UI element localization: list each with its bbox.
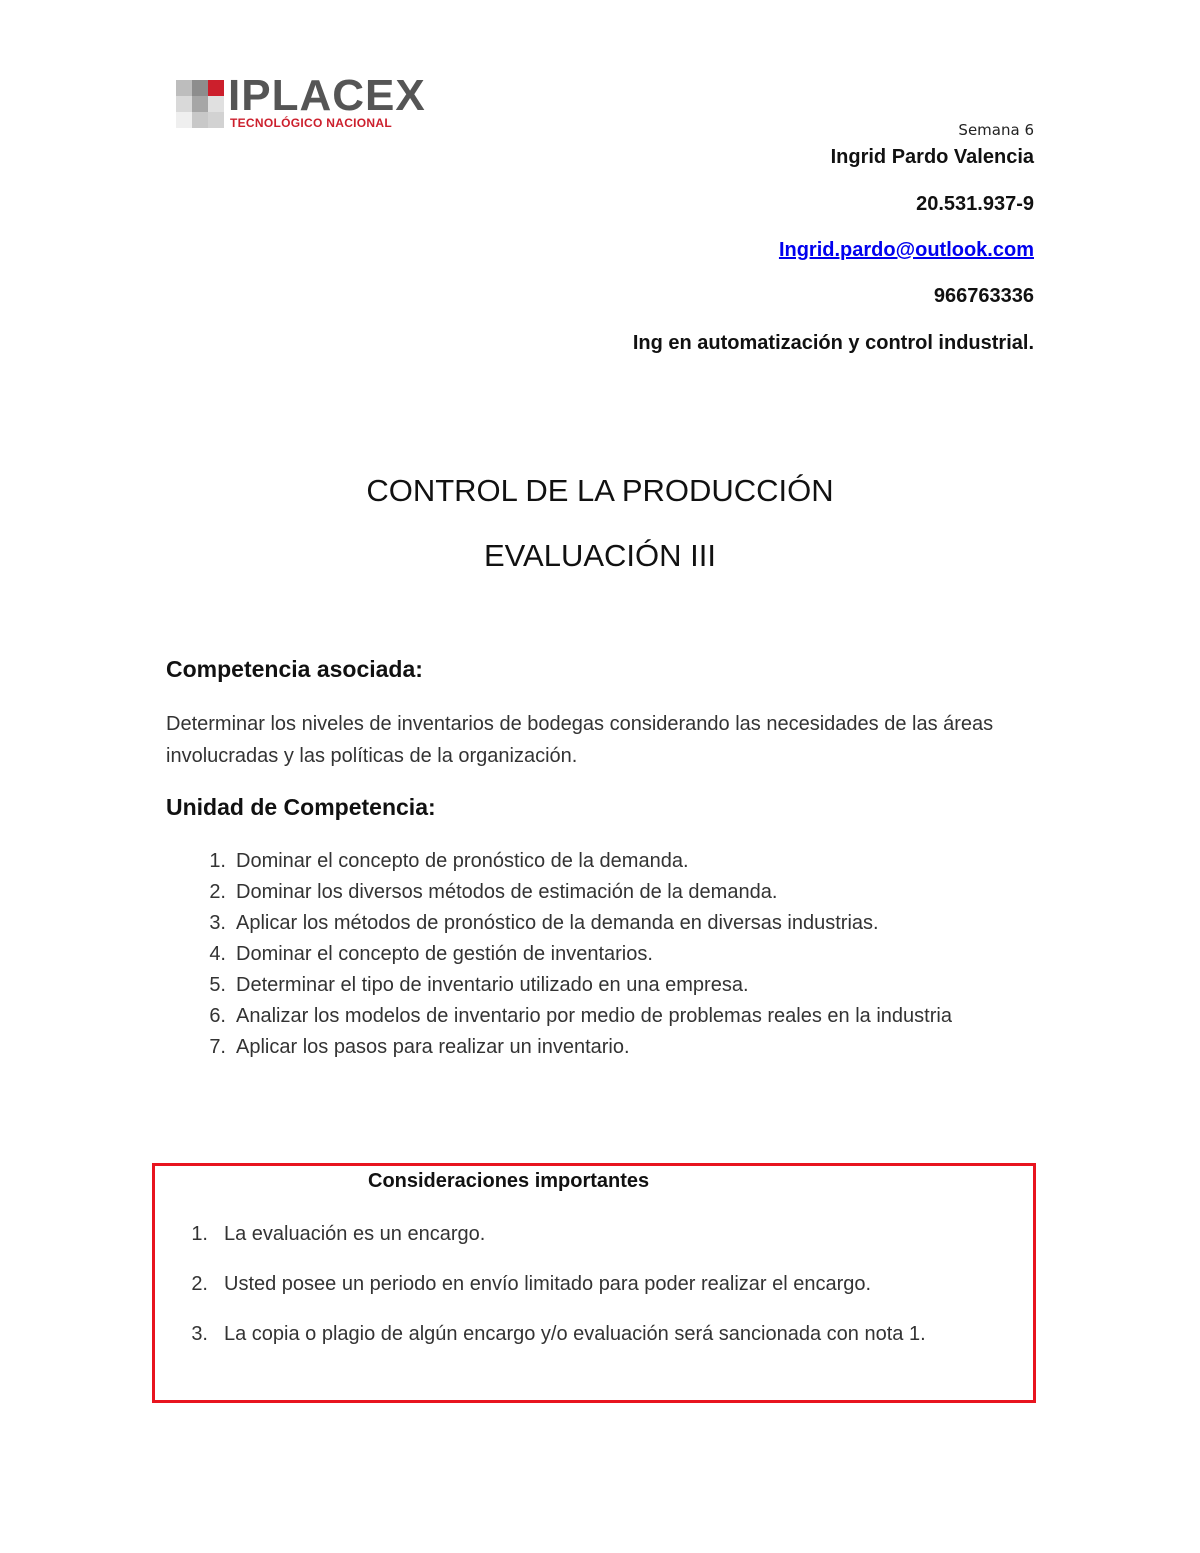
logo-wordmark: IPLACEX — [228, 71, 426, 120]
unidad-list — [196, 846, 1026, 1063]
unidad-heading: Unidad de Competencia: — [166, 794, 436, 820]
student-name: Ingrid Pardo Valencia — [830, 146, 1034, 168]
consideraciones-list — [184, 1218, 1026, 1368]
competencia-text: Determinar los niveles de inventarios de bodegas considerando las necesidades de las áreas involucradas y las políticas de la organización. — [166, 713, 994, 767]
logo-subtitle: TECNOLÓGICO NACIONAL — [230, 116, 392, 130]
student-career: Ing en automatización y control industrial. — [632, 332, 1034, 354]
student-rut: 20.531.937-9 — [916, 193, 1034, 215]
logo-mosaic-icon — [176, 80, 224, 128]
list-item: 3. La copia o plagio de algún encargo y/o evaluación será sancionada con nota 1. — [191, 1323, 926, 1345]
competencia-heading: Competencia asociada: — [166, 656, 423, 682]
student-phone: 966763336 — [933, 285, 1034, 307]
list-item: 4. Dominar el concepto de gestión de inventarios. — [209, 943, 653, 965]
email-link[interactable]: Ingrid.pardo@outlook.com — [778, 239, 1034, 261]
evaluation-title: EVALUACIÓN III — [484, 538, 716, 573]
list-item: 1. La evaluación es un encargo. — [191, 1223, 486, 1245]
list-item: 6. Analizar los modelos de inventario por medio de problemas reales en la industria — [209, 1005, 952, 1027]
course-title: CONTROL DE LA PRODUCCIÓN — [366, 473, 834, 508]
list-item: 7. Aplicar los pasos para realizar un inventario. — [209, 1036, 630, 1058]
week-label: Semana 6 — [958, 121, 1034, 139]
list-item: 2. Usted posee un periodo en envío limitado para poder realizar el encargo. — [191, 1273, 872, 1295]
consideraciones-title: Consideraciones importantes — [368, 1170, 650, 1192]
list-item: 3. Aplicar los métodos de pronóstico de la demanda en diversas industrias. — [209, 912, 879, 934]
list-item: 5. Determinar el tipo de inventario utilizado en una empresa. — [209, 974, 749, 996]
list-item: 2. Dominar los diversos métodos de estimación de la demanda. — [209, 881, 778, 903]
iplacex-logo — [176, 71, 426, 132]
list-item: 1. Dominar el concepto de pronóstico de la demanda. — [209, 850, 689, 872]
